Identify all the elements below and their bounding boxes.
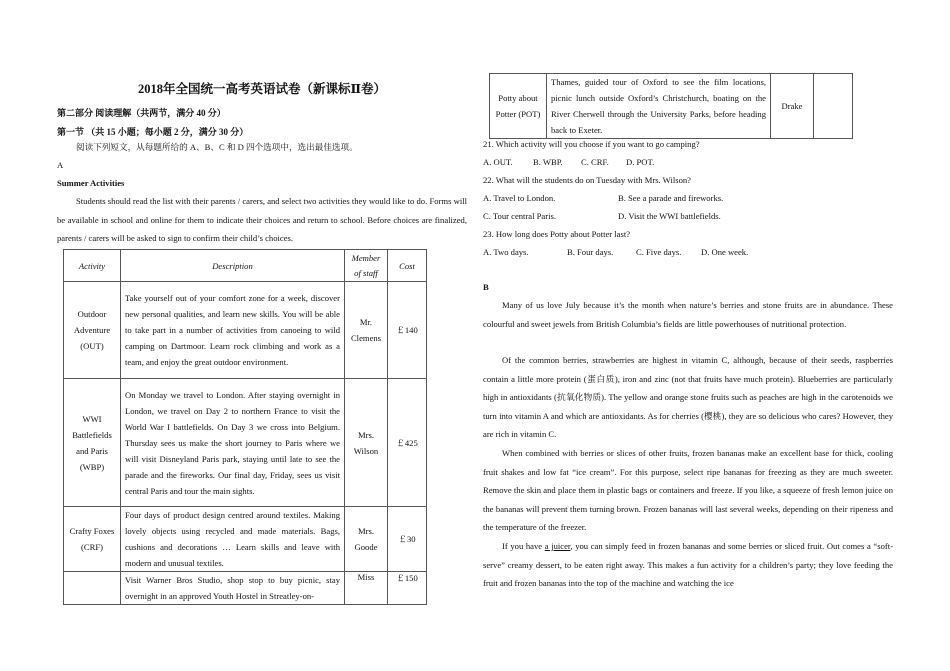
activity-description: Visit Warner Bros Studio, shop stop to buy picnic, stay overnight in an approved Youth Hostel in Streatley-on- bbox=[121, 572, 345, 605]
header-staff: Member of staff bbox=[345, 250, 388, 282]
activity-cost: ￡150 bbox=[388, 572, 427, 605]
table-row bbox=[64, 282, 427, 379]
activity-description: Four days of product design centred around textiles. Making lovely objects using recycled and made materials. Bags, cushions and decorations … Learn skills and leave with modern and unusual textiles. bbox=[121, 507, 345, 572]
option-21-d: D. POT. bbox=[626, 157, 655, 167]
option-23-d: D. One week. bbox=[701, 247, 749, 257]
option-22-b: B. See a parade and fireworks. bbox=[618, 193, 724, 203]
passage-b-letter: B bbox=[483, 282, 489, 292]
table-row bbox=[64, 379, 427, 507]
activity-name bbox=[64, 572, 121, 605]
question-22: 22. What will the students do on Tuesday with Mrs. Wilson? bbox=[483, 175, 691, 185]
passage-a-intro: Students should read the list with their parents / carers, and select two activities they would like to do. Forms will be available in school and online for them to indicate their choices and return to school. Before choices are finalized, parents / carers will be asked to sign to confirm their child’s choices. bbox=[57, 196, 467, 243]
option-22-a: A. Travel to London. bbox=[483, 193, 556, 203]
activity-staff: Mr. Clemens bbox=[345, 282, 388, 379]
underlined-term: a juicer bbox=[544, 541, 571, 551]
passage-a-title: Summer Activities bbox=[57, 178, 125, 188]
option-22-c: C. Tour central Paris. bbox=[483, 211, 556, 221]
activity-name: Outdoor Adventure (OUT) bbox=[64, 282, 121, 379]
activity-cost: ￡30 bbox=[388, 507, 427, 572]
option-21-a: A. OUT. bbox=[483, 157, 513, 167]
instructions: 阅读下列短文，从每题所给的 A、B、C 和 D 四个选项中，选出最佳选项。 bbox=[76, 142, 358, 152]
activity-description: On Monday we travel to London. After staying overnight in London, we travel on Day 2 to northern France to visit the World War I battlefields. On Day 3 we cross into Belgium. Thursday sees us make the short journey to Paris where we will visit Disneyland Paris park, staying until late to see the parade and the fireworks. Our final day, Friday, sees us visit central Paris and tour the main sights. bbox=[121, 379, 345, 507]
passage-b-paragraph-4 bbox=[483, 537, 893, 593]
activity-cost: ￡425 bbox=[388, 379, 427, 507]
activity-staff: Mrs. Wilson bbox=[345, 379, 388, 507]
section-heading: 第一节 （共 15 小题；每小题 2 分，满分 30 分） bbox=[57, 127, 249, 137]
option-23-a: A. Two days. bbox=[483, 247, 529, 257]
table-row bbox=[64, 507, 427, 572]
passage-b-paragraph-2: Of the common berries, strawberries are highest in vitamin C, although, because of their seeds, raspberries contain a little more protein (蛋白质), iron and zinc (not that fruits have much protein). Blueberries are particularly high in antioxidants (抗氧化物质). The yellow and orange stone fruits such as peaches are high in the carotenoids we turn into vitamin A and which are antioxidants. As for cherries (樱桃), they are so delicious who cares? However, they are rich in vitamin C. bbox=[483, 355, 893, 439]
header-cost: Cost bbox=[388, 250, 427, 282]
passage-a-letter: A bbox=[57, 160, 64, 170]
activity-cost bbox=[814, 74, 853, 139]
table-row bbox=[490, 74, 853, 139]
passage-b-paragraph-3: When combined with berries or slices of other fruits, frozen bananas make an excellent base for thick, cooling fruit shakes and low fat “ice cream”. For this purpose, select ripe bananas for freezing as they are much sweeter. Remove the skin and place them in plastic bags or containers and freeze. If you like, a squeeze of fresh lemon juice on the bananas will prevent them turning brown. Frozen bananas will last several weeks, depending on their ripeness and the temperature of the freezer. bbox=[483, 448, 893, 532]
option-23-b: B. Four days. bbox=[567, 247, 614, 257]
activity-description: Thames, guided tour of Oxford to see the film locations, picnic lunch outside Oxford’s Christchurch, boating on the River Cherwell through the University Parks, before heading back to Exeter. bbox=[547, 74, 771, 139]
paragraph-4-start: If you have bbox=[502, 541, 545, 551]
activity-name: Potty about Potter (POT) bbox=[490, 74, 547, 139]
activities-table bbox=[63, 249, 427, 605]
activity-description: Take yourself out of your comfort zone for a week, discover new personal qualities, and learn new skills. You will be able to take part in a number of activities from canoeing to wild camping on Dartmoor. Learn rock climbing and work as a team, and enjoy the great outdoor environment. bbox=[121, 282, 345, 379]
table-row bbox=[64, 572, 427, 605]
passage-b-paragraph-1: Many of us love July because it’s the month when nature’s berries and stone fruits are in abundance. These colourful and sweet jewels from British Columbia’s fields are little powerhouses of nutritional protection. bbox=[483, 300, 893, 329]
exam-title: 2018年全国统一高考英语试卷（新课标Ⅱ卷） bbox=[137, 82, 387, 96]
activity-name: Crafty Foxes (CRF) bbox=[64, 507, 121, 572]
activity-staff: Miss bbox=[345, 572, 388, 605]
option-23-c: C. Five days. bbox=[636, 247, 682, 257]
header-description: Description bbox=[121, 250, 345, 282]
activity-staff: Drake bbox=[771, 74, 814, 139]
header-activity: Activity bbox=[64, 250, 121, 282]
activity-name: WWI Battlefields and Paris (WBP) bbox=[64, 379, 121, 507]
part-heading: 第二部分 阅读理解（共两节，满分 40 分） bbox=[57, 108, 226, 118]
activities-table-continued bbox=[489, 73, 853, 139]
paragraph-4-rest: , you can simply feed in frozen bananas and some berries or sliced fruit. Out comes a “soft-serve” creamy dessert, to be eaten right away. This makes a fun activity for a children’s party; they love feeding the fruit and frozen bananas into the top of the machine and watching the ice bbox=[483, 541, 893, 588]
activity-cost: ￡140 bbox=[388, 282, 427, 379]
option-21-c: C. CRF. bbox=[581, 157, 609, 167]
option-21-b: B. WBP. bbox=[533, 157, 563, 167]
question-23: 23. How long does Potty about Potter last? bbox=[483, 229, 631, 239]
activity-staff: Mrs. Goode bbox=[345, 507, 388, 572]
option-22-d: D. Visit the WWI battlefields. bbox=[618, 211, 721, 221]
question-21: 21. Which activity will you choose if you want to go camping? bbox=[483, 139, 700, 149]
